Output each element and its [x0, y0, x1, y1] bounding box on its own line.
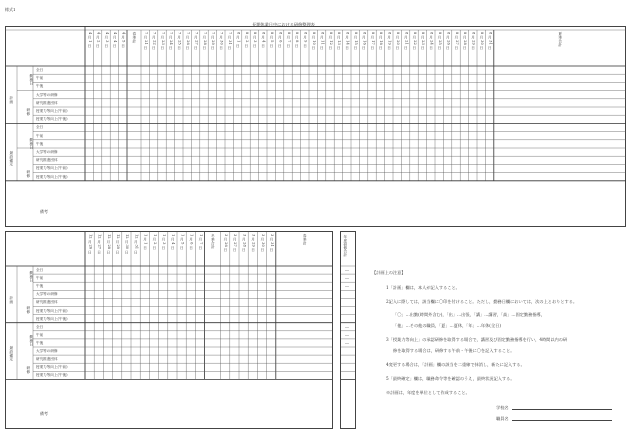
- date-col: 8 月 22 日: [412, 32, 417, 50]
- date-col: 1 月 5 日: [180, 234, 185, 250]
- row-label: 午前: [36, 332, 44, 337]
- date-col: 7 月 26 日: [185, 32, 190, 50]
- notes-title: 【計画上の注意】: [372, 270, 406, 275]
- date-col: 12 月 30 日: [125, 234, 130, 254]
- row-label: 研究推進団体: [36, 100, 58, 105]
- page-title: 長期休業日中における研修整理表: [252, 22, 315, 27]
- row-label: 授業力等向上(午後): [36, 316, 68, 321]
- date-col: 7 月 23 日: [160, 32, 165, 50]
- date-col: 8 月 27 日: [454, 32, 459, 50]
- group-self-top-2: 勤務日: [29, 138, 34, 149]
- row-label: 午後: [36, 141, 44, 146]
- date-col: 8 月 25 日: [437, 32, 442, 50]
- date-col: 8 月 17 日: [370, 32, 375, 50]
- staff-name-line[interactable]: [512, 420, 612, 421]
- date-col: 1 月 2 日: [152, 234, 157, 250]
- date-col: 12 月 29 日: [115, 234, 120, 254]
- date-col: 7 月 24 日: [169, 32, 174, 50]
- group-training-bottom: 研修: [26, 306, 31, 314]
- date-col: 7 月 29 日: [211, 32, 216, 50]
- date-col: 8 月 16 日: [362, 32, 367, 50]
- row-label: 授業力等向上(午後): [36, 117, 68, 122]
- date-col: 7 月 25 日: [177, 32, 182, 50]
- date-col: 8 月 26 日: [446, 32, 451, 50]
- note-line: 3「授業力等向上」の承認研修を取得する場合で，講習及び固定勤務指導を行い，4時間以内の研: [386, 337, 568, 342]
- row-label: 授業力等向上(午前): [36, 166, 68, 171]
- row-label: 午前: [36, 76, 44, 81]
- form-label: 様式1: [5, 7, 16, 12]
- date-col: 8 月 11 日: [320, 32, 325, 50]
- date-col: 4 月 3 日: [104, 32, 109, 48]
- dash-mark: ―: [345, 275, 349, 281]
- date-col: 4 月 2 日: [96, 32, 101, 48]
- date-col: 7 月 30 日: [219, 32, 224, 50]
- date-col: 12 月 26 日: [88, 234, 93, 254]
- row-label: 午後: [36, 84, 44, 89]
- section-result-top: 最終確定: [9, 151, 14, 166]
- note-line: 5「最終確定」欄は，職務命令等を確認のうえ，最終状況記入する。: [386, 376, 515, 381]
- date-col: 3 月 30 日: [260, 234, 265, 252]
- date-col: 12 月 31 日: [134, 234, 139, 254]
- date-col: 4 月 5 日: [121, 32, 126, 48]
- row-label: 午後: [36, 340, 44, 345]
- date-col: 7 月 22 日: [152, 32, 157, 50]
- bottom-table: [5, 231, 333, 429]
- note-line: 「〇」…出勤(時間外含む)，「出」…出張，「講」…講習，「高」…固定勤務指導，: [393, 312, 545, 317]
- date-col: 4 月 1 日: [87, 32, 92, 48]
- group-self-bottom: 勤務日: [29, 271, 34, 282]
- group-training-top-2: 研修: [26, 170, 31, 178]
- date-col: 7 月 31 日: [227, 32, 232, 50]
- spring-total-col: 春季計: [132, 32, 137, 43]
- date-col: 1 月 3 日: [161, 234, 166, 250]
- date-col: 1 月 4 日: [171, 234, 176, 250]
- summer-total-col: 夏季合計: [558, 32, 563, 47]
- date-col: 3 月 27 日: [233, 234, 238, 252]
- date-col: 8 月 18 日: [379, 32, 384, 50]
- row-label: 授業力等向上(午後): [36, 373, 68, 378]
- row-label: 大学等の研修: [36, 150, 58, 154]
- date-col: 8 月 13 日: [337, 32, 342, 50]
- remarks-top: 備考: [40, 209, 48, 214]
- date-col: 8 月 2 日: [244, 32, 249, 48]
- date-col: 8 月 30 日: [479, 32, 484, 50]
- dash-mark: ―: [345, 283, 349, 289]
- dash-mark: ―: [345, 323, 349, 329]
- date-col: 8 月 4 日: [261, 32, 266, 48]
- annual-total-header: 年度研修合計: [343, 235, 348, 257]
- school-name-line[interactable]: [512, 409, 612, 410]
- date-col: 7 月 28 日: [202, 32, 207, 50]
- row-label: 全日: [36, 324, 44, 329]
- date-col: 3 月 28 日: [242, 234, 247, 252]
- date-col: 8 月 31 日: [488, 32, 493, 50]
- name-label: 職員名: [496, 416, 509, 421]
- row-label: 全日: [36, 68, 44, 72]
- group-training-bottom-2: 研修: [26, 366, 31, 374]
- row-label: 授業力等向上(午前): [36, 308, 68, 313]
- date-col: 8 月 12 日: [328, 32, 333, 50]
- date-col: 8 月 10 日: [311, 32, 316, 50]
- date-col: 8 月 20 日: [395, 32, 400, 50]
- note-line: 4変更する場合は，「計画」欄の該当を二重線で抹消し，新たに記入する。: [386, 362, 525, 367]
- group-training-top: 研修: [26, 108, 31, 116]
- date-col: 1 月 1 日: [143, 234, 148, 250]
- date-col: 8 月 5 日: [269, 32, 274, 48]
- date-col: 8 月 14 日: [345, 32, 350, 50]
- date-col: 8 月 28 日: [463, 32, 468, 50]
- date-col: 1 月 7 日: [198, 234, 203, 250]
- date-col: 3 月 26 日: [223, 234, 228, 252]
- dash-mark: ―: [345, 267, 349, 272]
- date-col: 1 月 6 日: [189, 234, 194, 250]
- row-label: 午後: [36, 284, 44, 289]
- date-col: 12 月 27 日: [97, 234, 102, 254]
- date-col: 8 月 3 日: [253, 32, 258, 48]
- row-label: 全日: [36, 125, 44, 130]
- note-line: 2記入に際しては，該当欄に〇印を付けること。ただし，勤務日欄においては，次の上とおりとする。: [386, 299, 578, 304]
- row-label: 午前: [36, 276, 44, 281]
- date-col: 8 月 24 日: [429, 32, 434, 50]
- winter-total-col: 冬季合計: [211, 234, 216, 249]
- note-line: 「他」…その他の職員，「夏」…夏休，「年」…年休(全日): [393, 323, 501, 328]
- row-label: 午前: [36, 133, 44, 138]
- spring-term-col: 春季計: [303, 234, 308, 245]
- remarks-bottom: 備考: [40, 411, 48, 416]
- date-col: 8 月 6 日: [278, 32, 283, 48]
- date-col: 8 月 29 日: [471, 32, 476, 50]
- date-col: 8 月 15 日: [353, 32, 358, 50]
- date-col: 3 月 31 日: [269, 234, 274, 252]
- note-line: 修を取得する場合は，研修する午前・午後に〇を記入すること。: [393, 348, 515, 353]
- dash-mark: ―: [345, 339, 349, 345]
- date-col: 8 月 19 日: [387, 32, 392, 50]
- date-col: 7 月 21 日: [143, 32, 148, 50]
- row-label: 授業力等向上(午後): [36, 174, 68, 179]
- note-line: 1「計画」欄は，本人が記入すること。: [386, 285, 460, 290]
- row-label: 研究推進団体: [36, 300, 58, 305]
- row-label: 研究推進団体: [36, 357, 58, 362]
- section-plan-top: 計画: [9, 96, 14, 104]
- date-col: 12 月 28 日: [106, 234, 111, 254]
- date-col: 8 月 8 日: [295, 32, 300, 48]
- date-col: 8 月 9 日: [303, 32, 308, 48]
- row-label: 授業力等向上(午前): [36, 365, 68, 370]
- date-col: 8 月 23 日: [421, 32, 426, 50]
- date-col: 8 月 1 日: [236, 32, 241, 48]
- section-plan-bottom: 計画: [9, 296, 14, 304]
- group-self-bottom-2: 勤務日: [29, 335, 34, 346]
- row-label: 研究推進団体: [36, 158, 58, 163]
- dash-mark: ―: [345, 331, 349, 337]
- section-result-bottom: 最終確定: [9, 346, 14, 361]
- row-label: 大学等の研修: [36, 349, 58, 353]
- school-label: 学校名: [496, 405, 509, 410]
- date-col: 3 月 29 日: [251, 234, 256, 252]
- row-label: 授業力等向上(午前): [36, 109, 68, 113]
- row-label: 大学等の研修: [36, 92, 58, 97]
- date-col: 8 月 21 日: [404, 32, 409, 50]
- row-label: 全日: [36, 268, 44, 272]
- group-self-top: 勤務日: [29, 74, 34, 85]
- date-col: 8 月 7 日: [286, 32, 291, 48]
- row-label: 大学等の研修: [36, 292, 58, 297]
- note-line: ※計画は，年度を単位として作成すること。: [386, 390, 470, 395]
- annual-total-column: [340, 231, 356, 429]
- date-col: 7 月 27 日: [194, 32, 199, 50]
- date-col: 4 月 4 日: [113, 32, 118, 48]
